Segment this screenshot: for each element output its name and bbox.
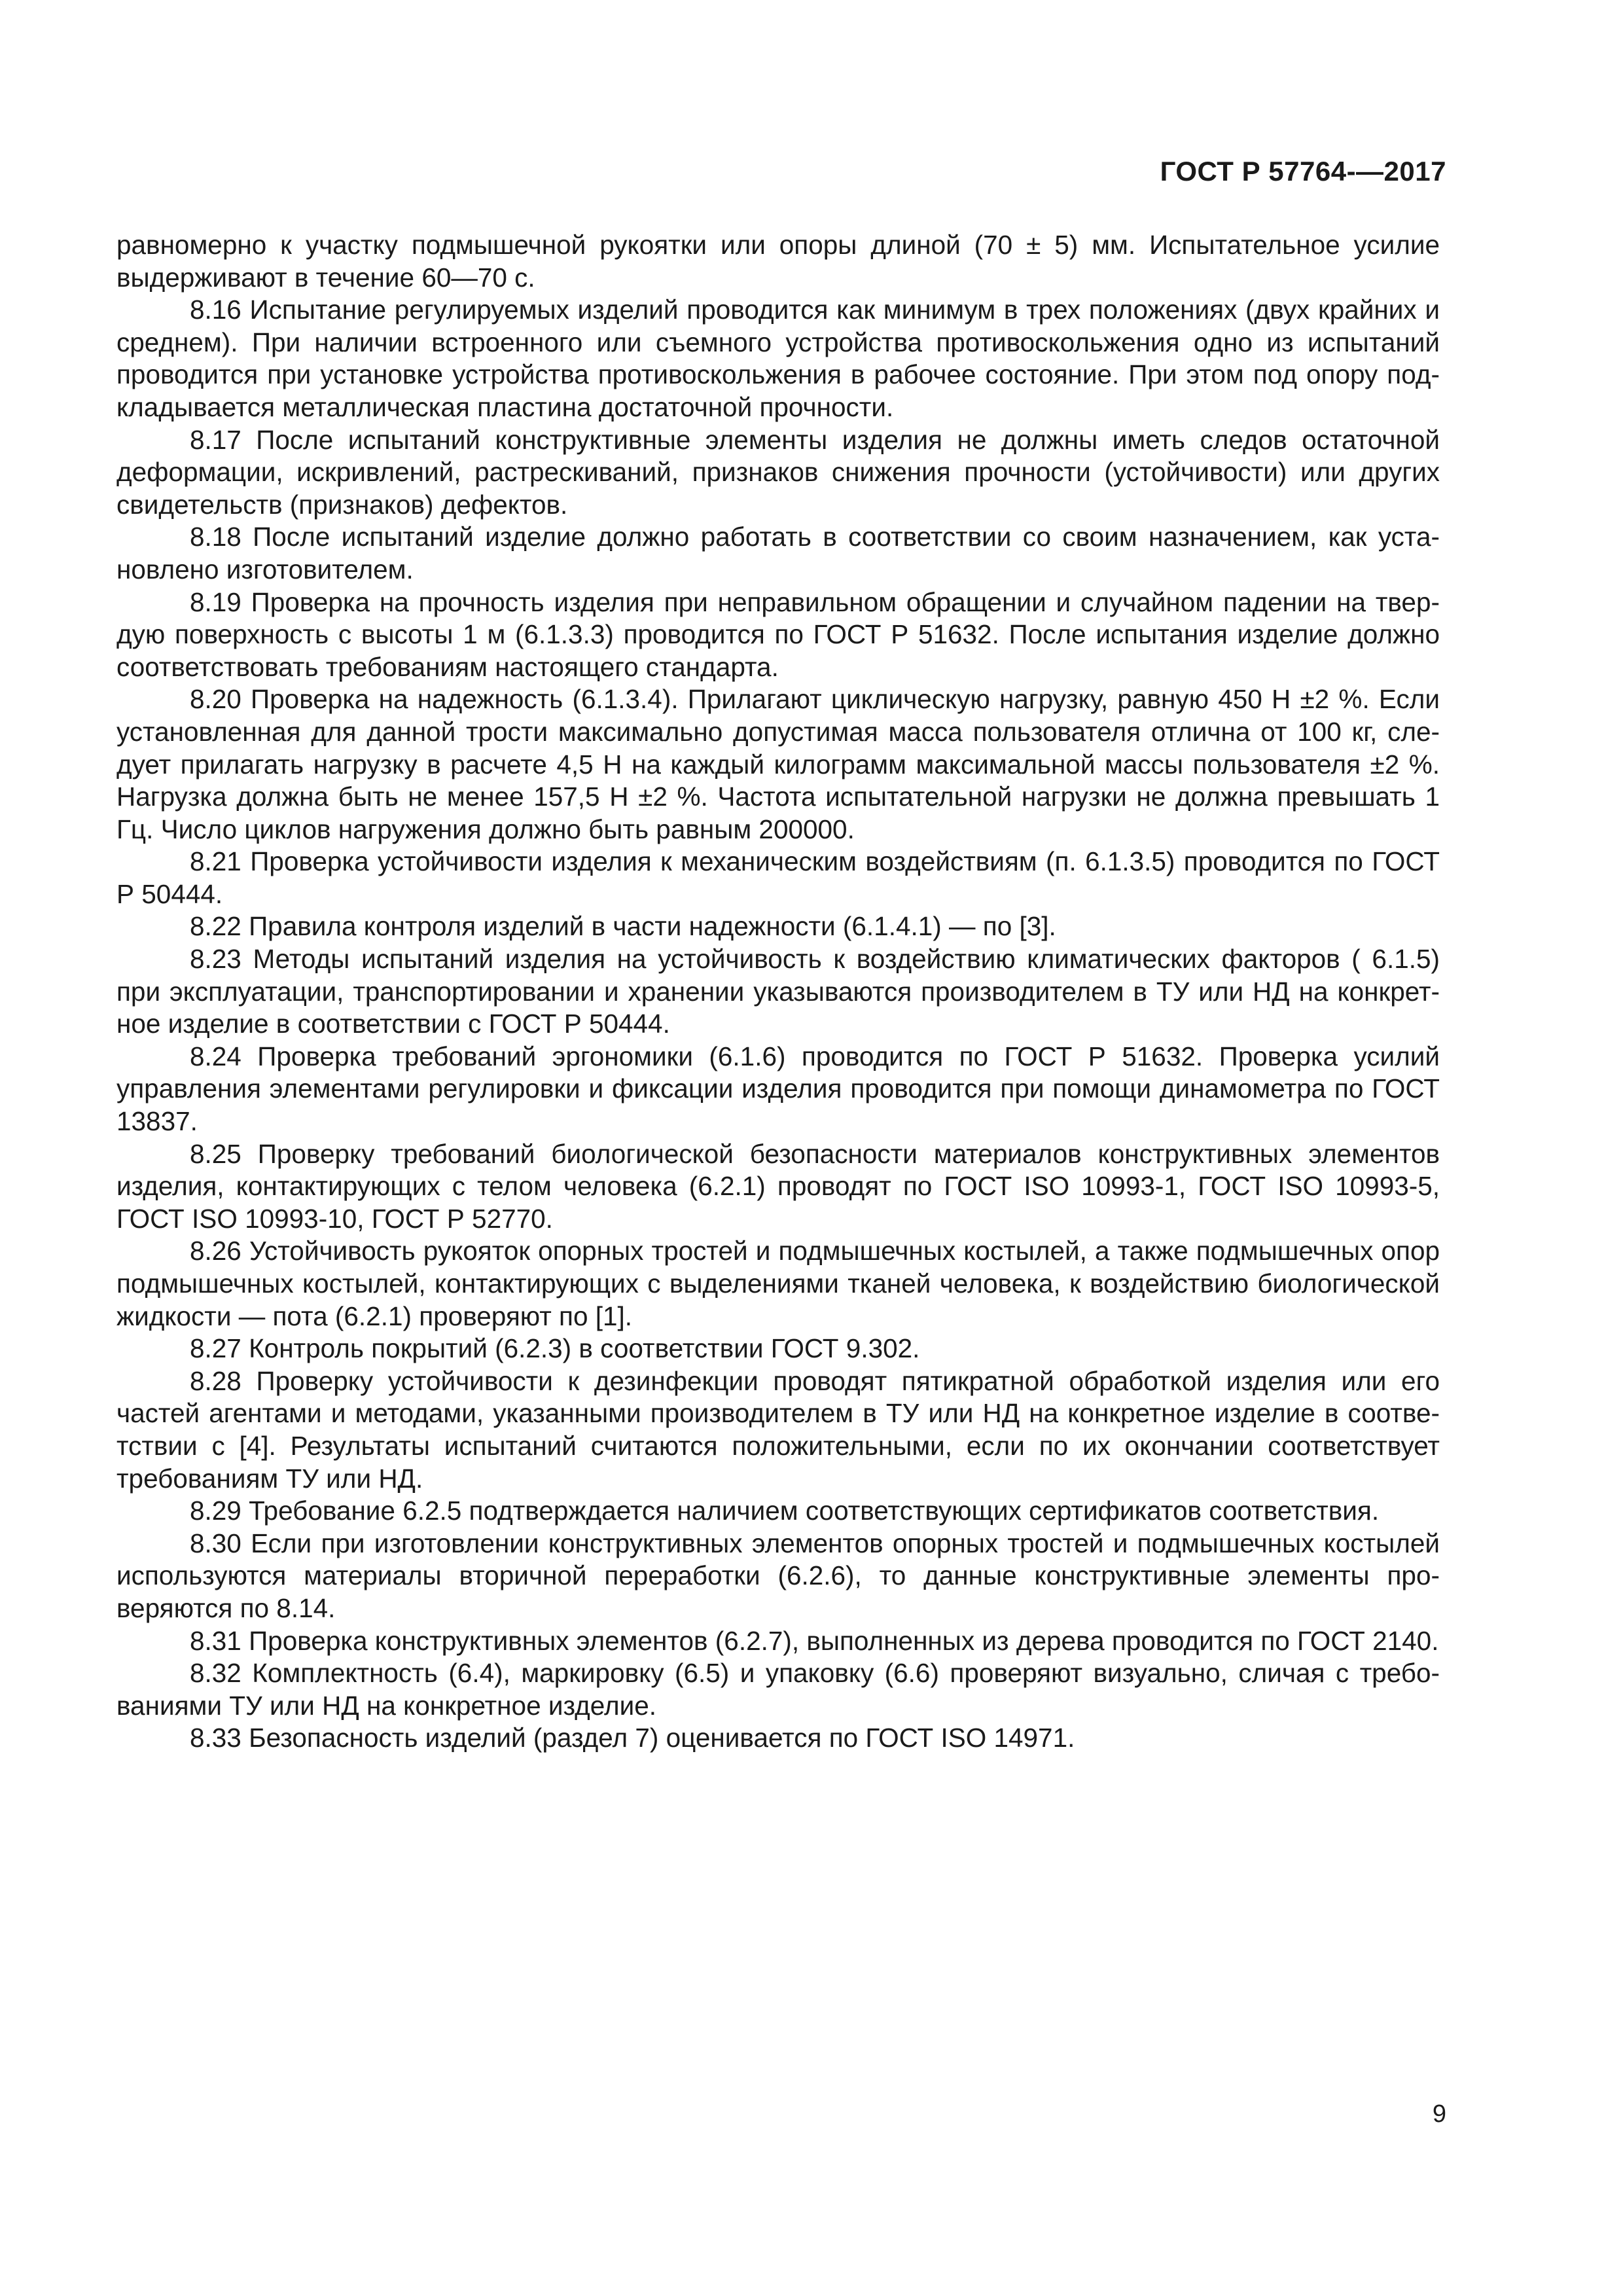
clause-8-23: 8.23 Методы испытаний изделия на устойчивость к воздействию климатических факторов ( 6.1.5) при эксплуатации, транспортировании и хранении указываются производителем в ТУ или НД на конкретное изделие в соответствии с ГОСТ Р 50444. — [116, 944, 1440, 1039]
clause-8-21: 8.21 Проверка устойчивости изделия к механическим воздействиям (п. 6.1.3.5) проводится по ГОСТ Р 50444. — [116, 846, 1440, 909]
clause-8-30: 8.30 Если при изготовлении конструктивных элементов опорных тростей и подмышечных костылей используются материалы вторичной переработки (6.2.6), то данные конструктивные элементы проверяются по 8.14. — [116, 1528, 1440, 1623]
clause-8-31: 8.31 Проверка конструктивных элементов (6.2.7), выполненных из дерева проводится по ГОСТ 2140. — [190, 1625, 1439, 1656]
clause-8-25: 8.25 Проверку требований биологической безопасности материалов конструктивных элементов изделия, контактирующих с телом человека (6.2.1) проводят по ГОСТ ISO 10993-1, ГОСТ ISO 10993-5, ГОСТ ISO 10993-10, ГОСТ Р 52770. — [116, 1138, 1440, 1234]
clause-8-33: 8.33 Безопасность изделий (раздел 7) оценивается по ГОСТ ISO 14971. — [190, 1723, 1075, 1753]
clause-8-16: 8.16 Испытание регулируемых изделий проводится как минимум в трех положениях (двух крайних и среднем). При наличии встроенного или съемного устройства противоскольжения одно из испытаний проводится при установке устройства противоскольжения в рабочее состояние. При этом под опору подкладывается металлическая пластина достаточной прочности. — [116, 295, 1440, 422]
clause-8-18: 8.18 После испытаний изделие должно работать в соответствии со своим назначением, как установлено изготовителем. — [116, 522, 1440, 584]
clause-8-26: 8.26 Устойчивость рукояток опорных тростей и подмышечных костылей, а также подмышечных опор подмышечных костылей, контактирующих с выделениями тканей человека, к воздействию биологической жидкости — пота (6.2.1) проверяют по [1]. — [116, 1236, 1440, 1331]
clause-8-22: 8.22 Правила контроля изделий в части надежности (6.1.4.1) — по [3]. — [190, 911, 1056, 942]
clause-8-19: 8.19 Проверка на прочность изделия при неправильном обращении и случайном падении на твердую поверхность с высоты 1 м (6.1.3.3) проводится по ГОСТ Р 51632. После испытания изделие должно соответствовать требованиям настоящего стандарта. — [116, 586, 1440, 682]
clause-8-20: 8.20 Проверка на надежность (6.1.3.4). Прилагают циклическую нагрузку, равную 450 Н ±2 %. Если установленная для данной трости максимально допустимая масса пользователя отлична от 100 кг, следует прилагать нагрузку в расчете 4,5 Н на каждый килограмм максимальной массы пользователя ±2 %. Нагрузка должна быть не менее 157,5 Н ±2 %. Частота испытательной нагрузки не должна превышать 1 Гц. Число циклов нагружения должно быть равным 200000. — [116, 684, 1440, 844]
body-text — [116, 229, 1440, 1755]
page-number: 9 — [1432, 2100, 1446, 2128]
clause-8-24: 8.24 Проверка требований эргономики (6.1.6) проводится по ГОСТ Р 51632. Проверка усилий управления элементами регулировки и фиксации изделия проводится при помощи динамометра по ГОСТ 13837. — [116, 1041, 1440, 1137]
clause-8-27: 8.27 Контроль покрытий (6.2.3) в соответствии ГОСТ 9.302. — [190, 1333, 920, 1364]
standard-code-header: ГОСТ Р 57764-—2017 — [1160, 156, 1446, 187]
clause-8-28: 8.28 Проверку устойчивости к дезинфекции проводят пятикратной обработкой изделия или его частей агентами и методами, указанными производителем в ТУ или НД на конкретное изделие в соответствии с [4]. Результаты испытаний считаются положительными, если по их окончании соответствует требованиям ТУ или НД. — [116, 1365, 1440, 1494]
paragraph-continuation: равномерно к участку подмышечной рукоятки или опоры длиной (70 ± 5) мм. Испытательное усилие выдерживают в течение 60—70 с. — [116, 230, 1440, 293]
clause-8-32: 8.32 Комплектность (6.4), маркировку (6.5) и упаковку (6.6) проверяют визуально, сличая с требованиями ТУ или НД на конкретное изделие. — [116, 1658, 1440, 1721]
clause-8-29: 8.29 Требование 6.2.5 подтверждается наличием соответствующих сертификатов соответствия. — [190, 1496, 1380, 1526]
clause-8-17: 8.17 После испытаний конструктивные элементы изделия не должны иметь следов остаточной деформации, искривлений, растрескиваний, признаков снижения прочности (устойчивости) или других свидетельств (признаков) дефектов. — [116, 424, 1440, 520]
